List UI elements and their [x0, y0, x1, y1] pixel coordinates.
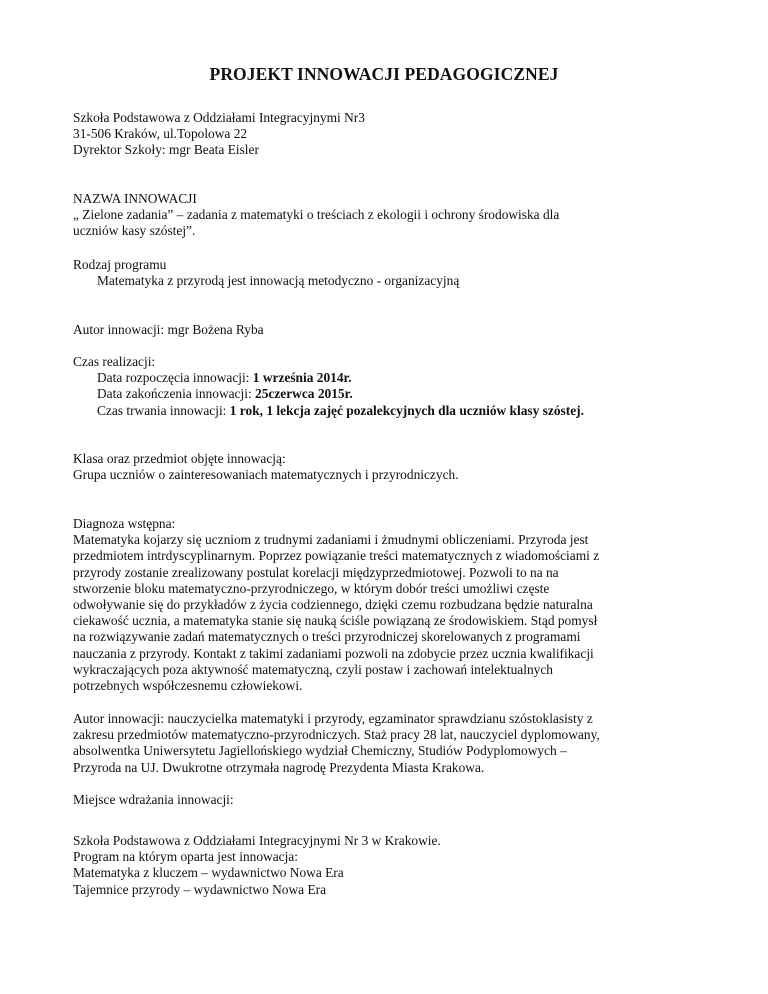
diagnosis-line: przyrody zostanie zrealizowany postulat korelacji międzyprzedmiotowej. Pozwoli to na na	[73, 564, 559, 580]
author-bio-line: zakresu przedmiotów matematyczno-przyrodniczych. Staż pracy 28 lat, nauczyciel dyplomowany,	[73, 727, 600, 743]
author-bio-line: Przyroda na UJ. Dwukrotne otrzymała nagrodę Prezydenta Miasta Krakowa.	[73, 759, 485, 775]
diagnosis-line: na rozwiązywanie zadań matematycznych o treści przyrodniczej skorelowanych z programami	[73, 629, 581, 645]
start-date-line	[73, 370, 703, 386]
school-info	[73, 110, 703, 159]
location-details	[73, 833, 703, 898]
location-heading-section	[73, 792, 703, 808]
start-date-label: Data rozpoczęcia innowacji:	[97, 370, 253, 386]
author-bio-line: absolwentka Uniwersytetu Jagiellońskiego wydział Chemiczny, Studiów Podyplomowych –	[73, 743, 567, 759]
duration-value: 1 rok, 1 lekcja zajęć pozalekcyjnych dla uczniów klasy szóstej.	[229, 402, 584, 418]
program-type-section	[73, 257, 703, 289]
innovation-name-line: „ Zielone zadania” – zadania z matematyki o treściach z ekologii i ochrony środowiska dla	[73, 207, 560, 223]
textbook-item: Matematyka z kluczem – wydawnictwo Nowa Era	[73, 865, 344, 881]
diagnosis-line: stworzenie bloku matematyczno-przyrodniczego, w którym dobór treści umożliwi częste	[73, 580, 550, 596]
innovation-name-line: uczniów kasy szóstej”.	[73, 223, 196, 239]
innovation-name-heading: NAZWA INNOWACJI	[73, 191, 197, 206]
textbook-item: Tajemnice przyrody – wydawnictwo Nowa Era	[73, 881, 327, 897]
end-date-label: Data zakończenia innowacji:	[97, 386, 256, 402]
school-name: Szkoła Podstawowa z Oddziałami Integracyjnymi Nr3	[73, 110, 365, 125]
diagnosis-line: wykraczających poza aktywność matematyczną, czyli postaw i zachowań intelektualnych	[73, 661, 553, 677]
diagnosis-heading: Diagnoza wstępna:	[73, 516, 176, 531]
diagnosis-line: odwoływanie się do przykładów z życia codziennego, dzięki czemu rozbudzana będzie naturalna	[73, 597, 593, 613]
class-subject-section	[73, 451, 703, 483]
duration-line	[73, 403, 703, 419]
diagnosis-line: Matematyka kojarzy się uczniom z trudnymi zadaniami i żmudnymi obliczeniami. Przyroda jest	[73, 532, 589, 548]
diagnosis-line: nauczania z przyrody. Kontakt z takimi zadaniami pozwoli na zdobycie przez ucznia kwalifikacji	[73, 645, 594, 661]
class-subject-heading: Klasa oraz przedmiot objęte innowacją:	[73, 451, 286, 466]
author-section	[73, 322, 703, 338]
school-director: Dyrektor Szkoły: mgr Beata Eisler	[73, 142, 259, 158]
diagnosis-line: potrzebnych współczesnemu człowiekowi.	[73, 678, 303, 694]
location-heading: Miejsce wdrażania innowacji:	[73, 792, 234, 807]
end-date-value: 25czerwca 2015r.	[255, 386, 353, 402]
start-date-value: 1 września 2014r.	[252, 370, 352, 386]
program-type-text: Matematyka z przyrodą jest innowacją metodyczno - organizacyjną	[97, 273, 460, 289]
location-place: Szkoła Podstawowa z Oddziałami Integracyjnymi Nr 3 w Krakowie.	[73, 833, 441, 848]
program-type-heading: Rodzaj programu	[73, 257, 167, 272]
timing-heading: Czas realizacji:	[73, 354, 156, 369]
program-basis: Program na którym oparta jest innowacja:	[73, 849, 298, 865]
duration-label: Czas trwania innowacji:	[97, 402, 230, 418]
diagnosis-section	[73, 516, 703, 694]
innovation-name-section	[73, 191, 703, 240]
author-bio-line: Autor innowacji: nauczycielka matematyki i przyrody, egzaminator sprawdzianu szóstoklasisty z	[73, 711, 593, 726]
school-address: 31-506 Kraków, ul.Topolowa 22	[73, 126, 248, 142]
diagnosis-line: przedmiotem intrdyscyplinarnym. Poprzez powiązanie treści matematycznych z wiadomościami z	[73, 548, 600, 564]
author-line: Autor innowacji: mgr Bożena Ryba	[73, 322, 264, 337]
end-date-line	[73, 386, 703, 402]
timing-section	[73, 354, 703, 419]
author-bio-section	[73, 711, 703, 776]
diagnosis-line: ciekawość ucznia, a matematyka stanie się nauką ściśle powiązaną ze środowiskiem. Stąd pomysł	[73, 613, 598, 629]
class-subject-text: Grupa uczniów o zainteresowaniach matematycznych i przyrodniczych.	[73, 467, 459, 483]
document-title: PROJEKT INNOWACJI PEDAGOGICZNEJ	[209, 64, 559, 84]
